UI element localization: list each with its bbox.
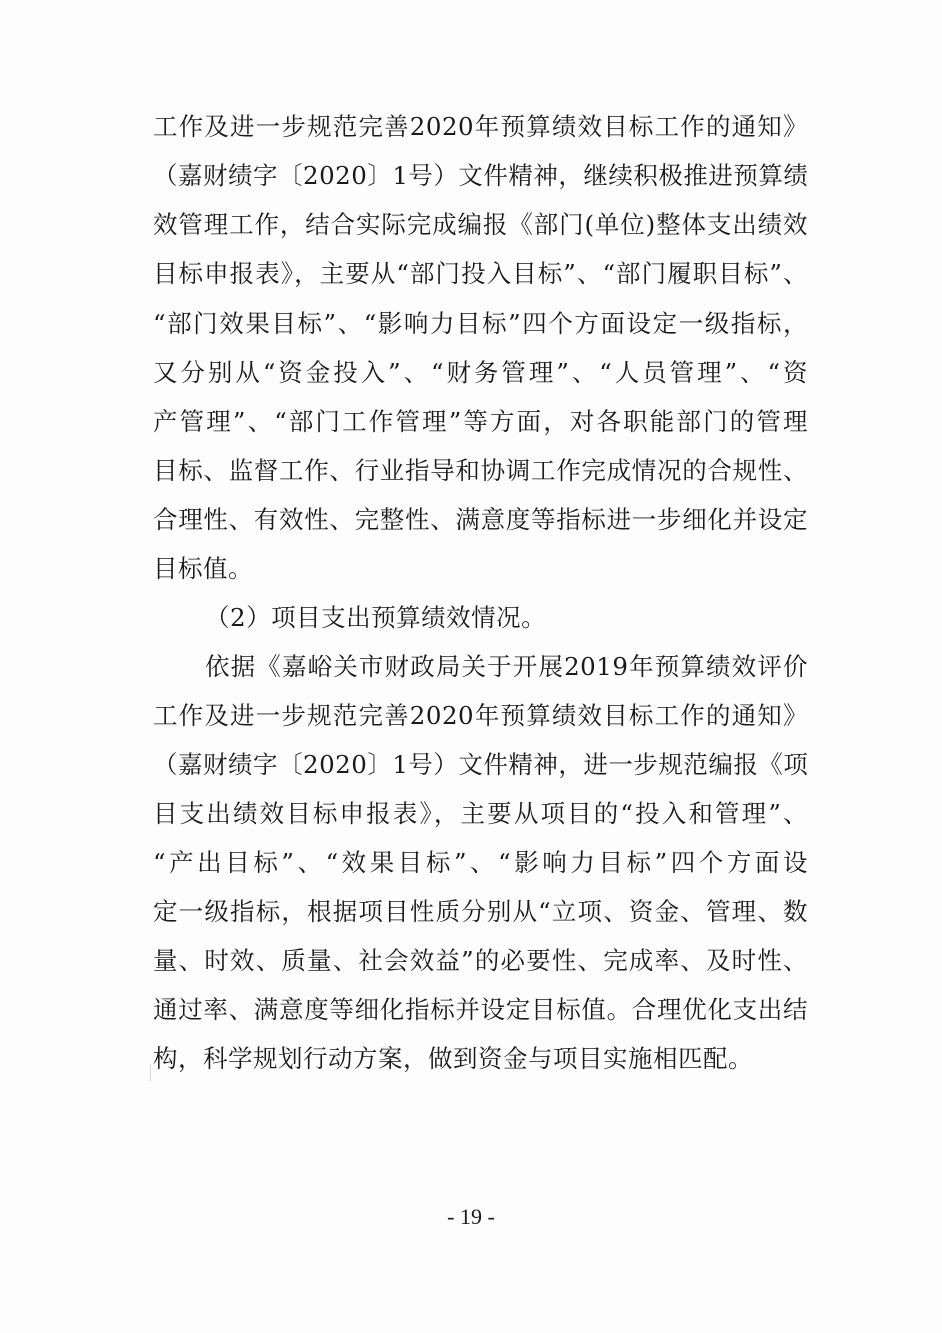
paragraph-2-line-3: （嘉财绩字〔2020〕1号）文件精神，进一步规范编报《项 bbox=[153, 750, 809, 779]
paragraph-1-line-5: “部门效果目标”、“影响力目标”四个方面设定一级指标， bbox=[153, 309, 808, 338]
paragraph-2-line-7: 量、时效、质量、社会效益”的必要性、完成率、及时性、 bbox=[153, 946, 808, 975]
paragraph-1-line-6: 又分别从“资金投入”、“财务管理”、“人员管理”、“资 bbox=[153, 358, 808, 387]
paragraph-1-line-7: 产管理”、“部门工作管理”等方面，对各职能部门的管理 bbox=[153, 407, 808, 436]
paragraph-2-line-1: 依据《嘉峪关市财政局关于开展2019年预算绩效评价 bbox=[205, 652, 808, 681]
page-number: - 19 - bbox=[447, 1204, 495, 1229]
paragraph-1-line-4: 目标申报表》，主要从“部门投入目标”、“部门履职目标”、 bbox=[153, 259, 808, 288]
paragraph-2-line-5: “产出目标”、“效果目标”、“影响力目标”四个方面设 bbox=[153, 848, 808, 877]
paragraph-2-line-6: 定一级指标，根据项目性质分别从“立项、资金、管理、数 bbox=[153, 897, 808, 926]
paragraph-1-line-3: 效管理工作，结合实际完成编报《部门(单位)整体支出绩效 bbox=[153, 210, 808, 239]
paragraph-1-line-1: 工作及进一步规范完善2020年预算绩效目标工作的通知》 bbox=[153, 112, 808, 141]
section-heading: （2）项目支出预算绩效情况。 bbox=[205, 603, 547, 632]
paragraph-1-line-9: 合理性、有效性、完整性、满意度等指标进一步细化并设定 bbox=[153, 505, 808, 534]
paragraph-1-line-10: 目标值。 bbox=[153, 554, 253, 583]
paragraph-2-line-4: 目支出绩效目标申报表》，主要从项目的“投入和管理”、 bbox=[153, 799, 808, 828]
paragraph-2-line-8: 通过率、满意度等细化指标并设定目标值。合理优化支出结 bbox=[153, 995, 808, 1024]
scan-mark bbox=[150, 1065, 151, 1081]
paragraph-2-line-9: 构，科学规划行动方案，做到资金与项目实施相匹配。 bbox=[153, 1044, 753, 1073]
paragraph-1-line-8: 目标、监督工作、行业指导和协调工作完成情况的合规性、 bbox=[153, 456, 808, 485]
paragraph-2-line-2: 工作及进一步规范完善2020年预算绩效目标工作的通知》 bbox=[153, 701, 808, 730]
paragraph-1-line-2: （嘉财绩字〔2020〕1号）文件精神，继续积极推进预算绩 bbox=[153, 161, 809, 190]
